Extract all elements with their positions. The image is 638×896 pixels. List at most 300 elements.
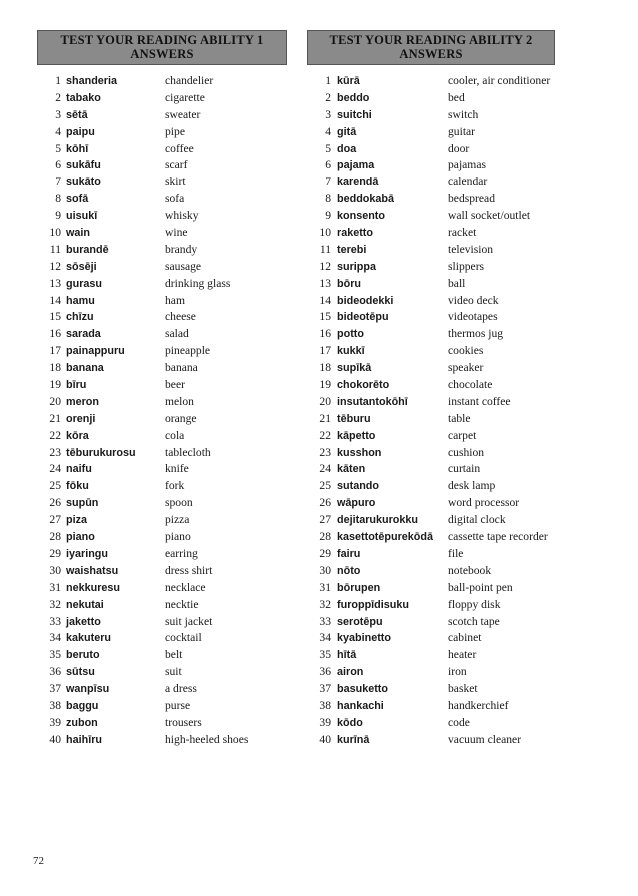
english-meaning: fork [165,479,185,493]
list-item [307,461,607,478]
english-meaning: banana [165,361,198,375]
english-meaning: brandy [165,242,198,256]
japanese-word: basuketto [337,683,388,696]
japanese-word: wāpuro [337,497,376,510]
list-item [307,276,607,293]
list-item [37,495,287,512]
list-item [37,191,287,208]
section-subtitle: ANSWERS [399,47,463,61]
list-item [37,732,287,749]
item-number: 30 [49,563,61,577]
japanese-word: sukāto [66,176,101,189]
japanese-word: terebi [337,243,367,256]
item-number: 4 [55,124,61,138]
japanese-word: pajama [337,159,375,172]
japanese-word: haihīru [66,733,102,746]
item-number: 9 [55,209,61,223]
item-number: 30 [319,563,331,577]
item-number: 23 [49,445,61,459]
list-item [307,428,607,445]
section-title: TEST YOUR READING ABILITY 1 [60,33,264,47]
english-meaning: pajamas [448,158,486,172]
list-item [37,630,287,647]
japanese-word: painappuru [66,345,125,358]
page-number: 72 [33,855,44,867]
japanese-word: hankachi [337,699,384,712]
list-item [37,107,287,124]
english-meaning: suit jacket [165,614,213,628]
japanese-word: burandē [66,243,109,256]
japanese-word: sofā [66,193,89,206]
list-item [307,259,607,276]
japanese-word: fairu [337,547,361,560]
item-number: 39 [319,715,331,729]
japanese-word: piza [66,514,87,527]
list-item [307,614,607,631]
english-meaning: iron [448,665,467,679]
item-number: 20 [49,394,61,408]
list-item [307,681,607,698]
list-item [37,529,287,546]
list-item [37,326,287,343]
item-number: 37 [49,682,61,696]
item-number: 7 [55,175,61,189]
item-number: 22 [49,428,61,442]
list-item [37,664,287,681]
item-number: 21 [49,411,61,425]
list-item [307,225,607,242]
list-item [307,478,607,495]
english-meaning: tablecloth [165,445,211,459]
list-item [37,157,287,174]
english-meaning: chandelier [165,74,214,87]
item-number: 16 [49,327,61,341]
list-item [37,394,287,411]
section-subtitle: ANSWERS [130,47,194,61]
english-meaning: bed [448,90,465,104]
english-meaning: television [448,242,494,256]
list-item [37,293,287,310]
english-meaning: trousers [165,715,202,729]
section-header [307,30,555,65]
list-item [37,428,287,445]
japanese-word: serotēpu [337,615,383,628]
list-item [307,208,607,225]
japanese-word: kakuteru [66,632,112,645]
english-meaning: cocktail [165,631,202,645]
list-item [307,242,607,259]
item-number: 4 [325,124,331,138]
item-number: 19 [49,378,61,392]
item-number: 18 [319,361,331,375]
item-number: 32 [319,597,331,611]
item-number: 10 [49,226,61,240]
item-number: 33 [49,614,61,628]
japanese-word: sutando [337,480,379,493]
english-meaning: salad [165,327,189,341]
item-number: 25 [49,479,61,493]
item-number: 8 [55,192,61,206]
item-number: 38 [49,698,61,712]
english-meaning: handkerchief [448,698,509,712]
japanese-word: kōra [66,429,89,442]
japanese-word: sukāfu [66,159,101,172]
english-meaning: necklace [165,580,206,594]
japanese-word: shanderia [66,75,118,87]
english-meaning: cooler, air conditioner [448,74,551,87]
answers-section-2 [307,30,607,749]
item-number: 13 [49,276,61,290]
item-number: 9 [325,209,331,223]
list-item [37,681,287,698]
japanese-word: bōrupen [337,581,381,594]
list-item [37,715,287,732]
english-meaning: chocolate [448,378,493,392]
english-meaning: sausage [165,259,202,273]
list-item [307,343,607,360]
english-meaning: spoon [165,496,193,510]
list-item [37,276,287,293]
answer-list [37,73,287,749]
list-item [37,360,287,377]
japanese-word: nekkuresu [66,581,121,594]
list-item [37,546,287,563]
english-meaning: ball-point pen [448,580,513,594]
list-item [307,580,607,597]
item-number: 6 [325,158,331,172]
item-number: 15 [319,310,331,324]
list-item [307,715,607,732]
list-item [307,174,607,191]
list-item [307,445,607,462]
item-number: 17 [319,344,331,358]
section-title: TEST YOUR READING ABILITY 2 [329,33,533,47]
japanese-word: surippa [337,260,376,273]
list-item [307,394,607,411]
english-meaning: digital clock [448,513,506,527]
item-number: 6 [55,158,61,172]
japanese-word: bideodekki [337,294,394,307]
english-meaning: a dress [165,682,197,696]
japanese-word: chīzu [66,311,94,324]
item-number: 5 [55,141,61,155]
item-number: 13 [319,276,331,290]
english-meaning: wine [165,226,188,240]
english-meaning: cookies [448,344,484,358]
item-number: 37 [319,682,331,696]
item-number: 31 [319,580,331,594]
item-number: 11 [319,242,331,256]
list-item [37,174,287,191]
item-number: 16 [319,327,331,341]
japanese-word: kusshon [337,446,382,459]
japanese-word: jaketto [66,615,101,628]
list-item [307,546,607,563]
list-item [307,647,607,664]
english-meaning: cushion [448,445,485,459]
item-number: 26 [49,496,61,510]
list-item [37,614,287,631]
japanese-word: supīkā [337,362,372,375]
english-meaning: heater [448,648,477,662]
english-meaning: desk lamp [448,479,496,493]
japanese-word: naifu [66,463,92,476]
english-meaning: word processor [448,496,520,510]
item-number: 35 [319,648,331,662]
list-item [307,157,607,174]
item-number: 15 [49,310,61,324]
item-number: 11 [49,242,61,256]
english-meaning: drinking glass [165,276,231,290]
english-meaning: video deck [448,293,499,307]
item-number: 3 [325,107,331,121]
english-meaning: cheese [165,310,196,324]
list-item [307,124,607,141]
english-meaning: vacuum cleaner [448,732,522,746]
english-meaning: earring [165,546,198,560]
english-meaning: thermos jug [448,327,504,341]
english-meaning: guitar [448,124,476,138]
english-meaning: piano [165,530,191,544]
english-meaning: belt [165,648,183,662]
japanese-word: uisukī [66,210,98,223]
answers-section-1 [37,30,287,749]
item-number: 27 [319,513,331,527]
japanese-word: suitchi [337,108,372,121]
item-number: 34 [319,631,331,645]
list-item [37,242,287,259]
item-number: 39 [49,715,61,729]
japanese-word: chokorēto [337,379,390,392]
japanese-word: beddokabā [337,193,394,206]
item-number: 10 [319,226,331,240]
japanese-word: doa [337,142,357,155]
list-item [307,563,607,580]
item-number: 40 [49,732,61,746]
english-meaning: scotch tape [448,614,500,628]
japanese-word: wanpīsu [66,683,110,696]
list-item [37,698,287,715]
list-item [37,512,287,529]
item-number: 31 [49,580,61,594]
english-meaning: purse [165,698,191,712]
japanese-word: kūrā [337,75,360,87]
item-number: 20 [319,394,331,408]
english-meaning: cigarette [165,90,205,104]
item-number: 25 [319,479,331,493]
list-item [37,597,287,614]
item-number: 8 [325,192,331,206]
item-number: 35 [49,648,61,662]
japanese-word: piano [66,531,95,544]
item-number: 7 [325,175,331,189]
list-item [307,698,607,715]
japanese-word: furoppīdisuku [337,598,409,611]
item-number: 24 [49,462,61,476]
item-number: 1 [55,74,61,87]
english-meaning: suit [165,665,182,679]
japanese-word: potto [337,328,364,341]
japanese-word: airon [337,666,364,679]
japanese-word: kāten [337,463,366,476]
item-number: 14 [319,293,331,307]
list-item [307,732,607,749]
japanese-word: sarada [66,328,101,341]
list-item [307,90,607,107]
english-meaning: floppy disk [448,597,501,611]
english-meaning: code [448,715,470,729]
japanese-word: fōku [66,480,89,493]
japanese-word: tabako [66,91,101,104]
japanese-word: supūn [66,497,99,510]
list-item [37,259,287,276]
item-number: 12 [49,259,61,273]
item-number: 1 [325,74,331,87]
japanese-word: paipu [66,125,95,138]
item-number: 32 [49,597,61,611]
item-number: 40 [319,732,331,746]
japanese-word: tēburukurosu [66,446,136,459]
item-number: 5 [325,141,331,155]
item-number: 34 [49,631,61,645]
japanese-word: kōdo [337,716,363,729]
english-meaning: pipe [165,124,185,138]
english-meaning: high-heeled shoes [165,732,249,746]
list-item [37,343,287,360]
japanese-word: hītā [337,649,357,662]
item-number: 17 [49,344,61,358]
list-item [37,580,287,597]
english-meaning: table [448,411,471,425]
list-item [37,461,287,478]
list-item [37,225,287,242]
japanese-word: zubon [66,716,98,729]
japanese-word: banana [66,362,104,375]
english-meaning: orange [165,411,197,425]
english-meaning: switch [448,107,479,121]
english-meaning: notebook [448,563,492,577]
english-meaning: carpet [448,428,477,442]
item-number: 23 [319,445,331,459]
list-item [307,107,607,124]
japanese-word: baggu [66,699,99,712]
english-meaning: ham [165,293,185,307]
japanese-word: sōsēji [66,260,97,273]
english-meaning: slippers [448,259,485,273]
japanese-word: bōru [337,277,361,290]
item-number: 27 [49,513,61,527]
english-meaning: sweater [165,107,201,121]
list-item [37,309,287,326]
english-meaning: calendar [448,175,488,189]
japanese-word: hamu [66,294,95,307]
english-meaning: cola [165,428,185,442]
japanese-word: kāpetto [337,429,376,442]
list-item [37,90,287,107]
list-item [307,630,607,647]
japanese-word: iyaringu [66,547,108,560]
japanese-word: bīru [66,379,87,392]
english-meaning: pizza [165,513,190,527]
japanese-word: nekutai [66,598,104,611]
english-meaning: file [448,546,464,560]
list-item [307,309,607,326]
japanese-word: wain [66,227,90,240]
list-item [307,360,607,377]
list-item [307,512,607,529]
english-meaning: necktie [165,597,199,611]
list-item [307,411,607,428]
japanese-word: insutantokōhī [337,395,408,408]
english-meaning: videotapes [448,310,498,324]
english-meaning: cabinet [448,631,482,645]
item-number: 38 [319,698,331,712]
english-meaning: knife [165,462,189,476]
item-number: 3 [55,107,61,121]
list-item [37,445,287,462]
item-number: 12 [319,259,331,273]
english-meaning: curtain [448,462,481,476]
list-item [307,293,607,310]
english-meaning: melon [165,394,194,408]
list-item [37,208,287,225]
list-item [307,495,607,512]
item-number: 26 [319,496,331,510]
list-item [37,141,287,158]
japanese-word: beddo [337,91,370,104]
japanese-word: kōhī [66,142,89,155]
list-item [37,124,287,141]
list-item [307,377,607,394]
japanese-word: kyabinetto [337,632,391,645]
japanese-word: tēburu [337,412,371,425]
japanese-word: sūtsu [66,666,95,679]
list-item [307,664,607,681]
item-number: 28 [319,530,331,544]
english-meaning: door [448,141,470,155]
item-number: 36 [49,665,61,679]
item-number: 28 [49,530,61,544]
english-meaning: skirt [165,175,186,189]
item-number: 36 [319,665,331,679]
english-meaning: ball [448,276,466,290]
japanese-word: dejitarukurokku [337,514,418,527]
item-number: 22 [319,428,331,442]
japanese-word: waishatsu [66,564,119,577]
japanese-word: meron [66,395,99,408]
english-meaning: beer [165,378,185,392]
japanese-word: kasettotēpurekōdā [337,531,434,544]
list-item [307,529,607,546]
item-number: 29 [49,546,61,560]
english-meaning: cassette tape recorder [448,530,548,544]
english-meaning: scarf [165,158,188,172]
japanese-word: kurīnā [337,733,370,746]
japanese-word: raketto [337,227,374,240]
english-meaning: sofa [165,192,185,206]
item-number: 2 [325,90,331,104]
japanese-word: sētā [66,108,88,121]
japanese-word: gitā [337,125,357,138]
item-number: 21 [319,411,331,425]
list-item [37,563,287,580]
japanese-word: nōto [337,564,361,577]
english-meaning: racket [448,226,477,240]
english-meaning: pineapple [165,344,211,358]
japanese-word: orenji [66,412,96,425]
item-number: 19 [319,378,331,392]
japanese-word: karendā [337,176,379,189]
